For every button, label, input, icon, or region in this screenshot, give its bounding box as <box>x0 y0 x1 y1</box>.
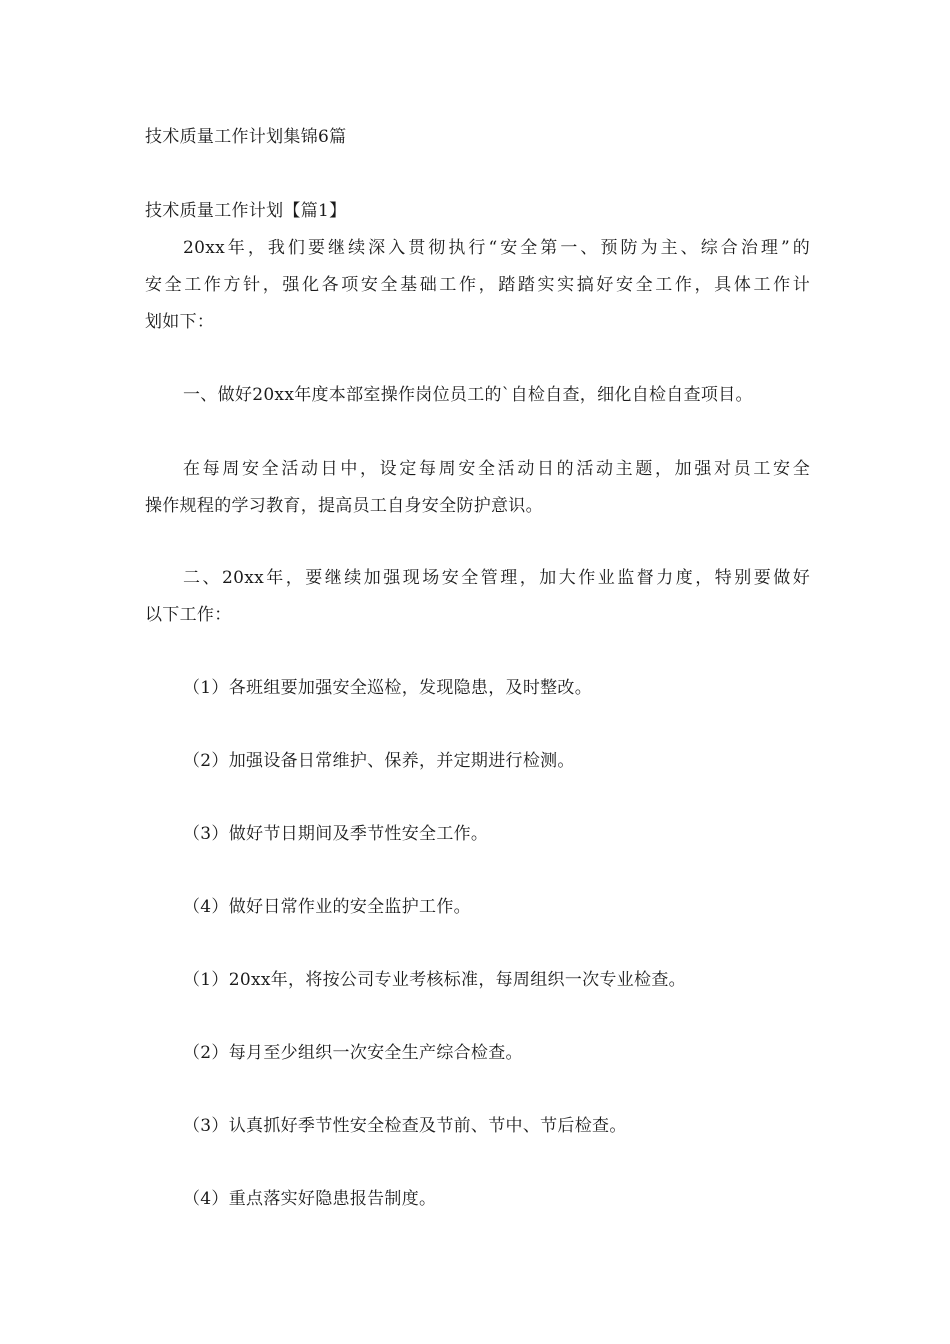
document-title: 技术质量工作计划集锦6篇 <box>145 127 347 147</box>
intro-line-3: 划如下： <box>145 312 215 332</box>
list-item: （4）做好日常作业的安全监护工作。 <box>183 897 471 917</box>
item-two-line-2: 以下工作： <box>145 605 232 625</box>
intro-line-2: 安全工作方针，强化各项安全基础工作，踏踏实实搞好安全工作，具体工作计 <box>145 275 810 295</box>
list-item: （1）20xx年，将按公司专业考核标准，每周组织一次专业检查。 <box>183 970 686 990</box>
section-heading: 技术质量工作计划【篇1】 <box>145 201 347 221</box>
weekly-line-2: 操作规程的学习教育，提高员工自身安全防护意识。 <box>145 496 543 516</box>
weekly-line-1: 在每周安全活动日中，设定每周安全活动日的活动主题，加强对员工安全 <box>183 459 810 479</box>
list-item: （3）做好节日期间及季节性安全工作。 <box>183 824 489 844</box>
item-two-line-1: 二、20xx年，要继续加强现场安全管理，加大作业监督力度，特别要做好 <box>183 568 810 588</box>
list-item: （3）认真抓好季节性安全检查及节前、节中、节后检查。 <box>183 1116 627 1136</box>
list-item: （2）加强设备日常维护、保养，并定期进行检测。 <box>183 751 575 771</box>
item-one-paragraph: 一、做好20xx年度本部室操作岗位员工的`自检自查，细化自检自查项目。 <box>183 385 753 405</box>
list-item: （2）每月至少组织一次安全生产综合检查。 <box>183 1043 523 1063</box>
intro-line-1: 20xx年，我们要继续深入贯彻执行“安全第一、预防为主、综合治理”的 <box>183 238 810 258</box>
list-item: （1）各班组要加强安全巡检，发现隐患，及时整改。 <box>183 678 593 698</box>
list-item: （4）重点落实好隐患报告制度。 <box>183 1189 437 1209</box>
